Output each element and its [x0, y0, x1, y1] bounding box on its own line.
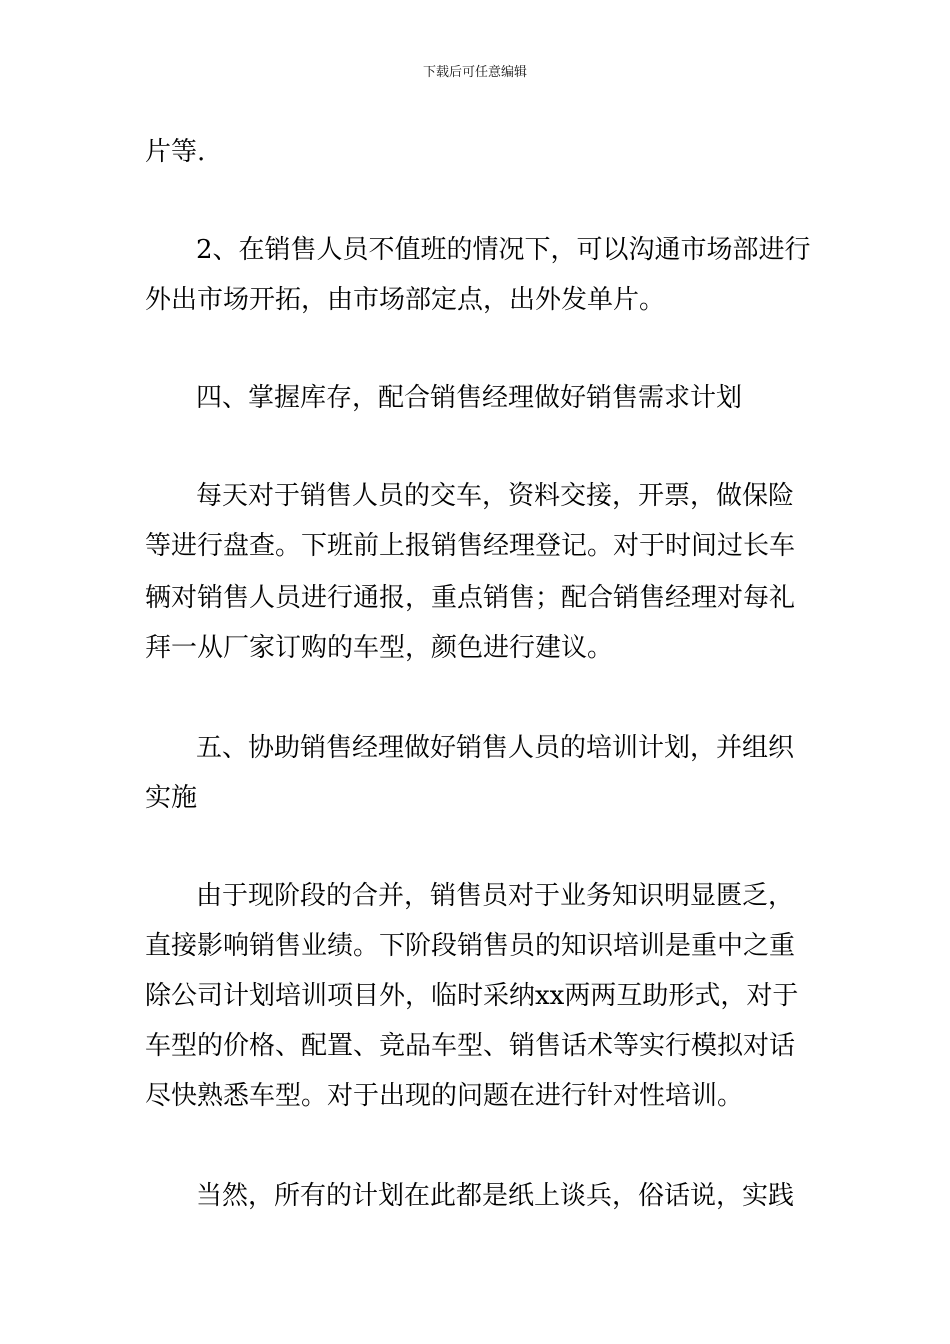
text-line: 当然，所有的计划在此都是纸上谈兵，俗话说，实践	[196, 1181, 795, 1211]
text-line: 拜一从厂家订购的车型，颜色进行建议。	[145, 633, 614, 663]
text-line: 等进行盘查。下班前上报销售经理登记。对于时间过长车	[145, 531, 796, 561]
section-heading: 五、协助销售经理做好销售人员的培训计划，并组织	[196, 733, 795, 763]
text-line: 辆对销售人员进行通报，重点销售；配合销售经理对每礼	[145, 583, 796, 613]
text-line: 直接影响销售业绩。下阶段销售员的知识培训是重中之重	[145, 931, 796, 961]
text-line: 每天对于销售人员的交车，资料交接，开票，做保险	[196, 481, 795, 511]
text-line: 尽快熟悉车型。对于出现的问题在进行针对性培训。	[145, 1081, 744, 1111]
section-heading: 四、掌握库存，配合销售经理做好销售需求计划	[196, 383, 743, 413]
text-line: 片等.	[145, 137, 206, 167]
text-line: 车型的价格、配置、竞品车型、销售话术等实行模拟对话	[145, 1031, 796, 1061]
text-line: 外出市场开拓，由市场部定点，出外发单片。	[145, 285, 666, 315]
text-line: 2、在销售人员不值班的情况下，可以沟通市场部进行	[196, 235, 811, 265]
section-heading: 实施	[145, 783, 198, 813]
text-line: 除公司计划培训项目外，临时采纳xx两两互助形式，对于	[145, 981, 799, 1011]
text-line: 由于现阶段的合并，销售员对于业务知识明显匮乏，	[196, 881, 795, 911]
page-header-note: 下载后可任意编辑	[422, 65, 527, 80]
